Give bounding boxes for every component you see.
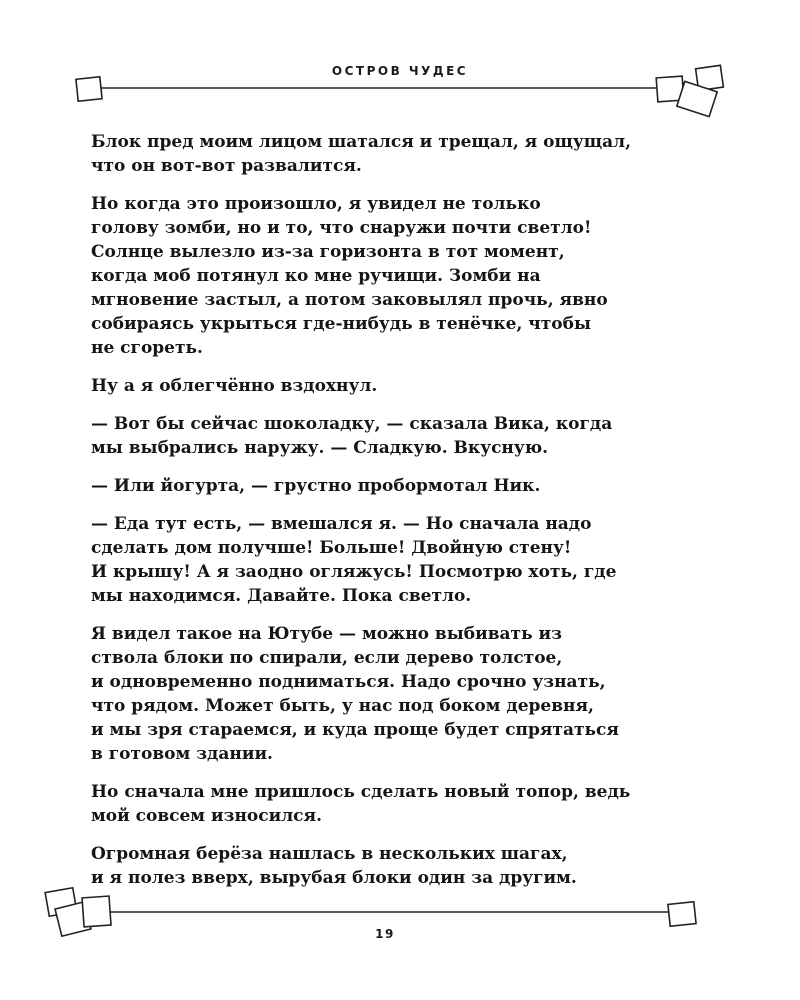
text-line: И крышу! А я заодно огляжусь! Посмотрю хоть, где xyxy=(91,562,617,582)
text-line: когда моб потянул ко мне ручищи. Зомби на xyxy=(91,266,541,286)
paragraph xyxy=(91,474,691,498)
running-head: ОСТРОВ ЧУДЕС xyxy=(331,64,469,78)
text-line: Я видел такое на Ютубе — можно выбивать из xyxy=(91,624,562,644)
footer-right-square-icon xyxy=(668,902,696,927)
text-line: собираясь укрыться где-нибудь в тенёчке, чтобы xyxy=(91,314,591,334)
text-line: и я полез вверх, вырубая блоки один за другим. xyxy=(91,868,577,888)
paragraph xyxy=(91,622,691,766)
text-line: мы выбрались наружу. — Сладкую. Вкусную. xyxy=(91,438,549,458)
text-line: Но сначала мне пришлось сделать новый топор, ведь xyxy=(91,782,631,802)
text-line: мы находимся. Давайте. Пока светло. xyxy=(91,586,472,606)
text-line: — Вот бы сейчас шоколадку, — сказала Вика, когда xyxy=(91,414,613,434)
text-line: — Или йогурта, — грустно пробормотал Ник. xyxy=(91,476,541,496)
paragraph xyxy=(91,192,691,360)
text-line: Блок пред моим лицом шатался и трещал, я ощущал, xyxy=(91,132,632,152)
paragraph xyxy=(91,412,691,460)
text-line: ствола блоки по спирали, если дерево толстое, xyxy=(91,648,563,668)
text-line: что он вот-вот развалится. xyxy=(91,156,362,176)
text-line: и мы зря стараемся, и куда проще будет спрятаться xyxy=(91,720,619,740)
text-line: Но когда это произошло, я увидел не только xyxy=(91,194,541,214)
page-number: 19 xyxy=(375,927,395,941)
text-line: в готовом здании. xyxy=(91,744,273,764)
text-line: голову зомби, но и то, что снаружи почти светло! xyxy=(91,218,592,238)
text-line: не сгореть. xyxy=(91,338,203,358)
text-line: мгновение застыл, а потом заковылял прочь, явно xyxy=(91,290,608,310)
text-line: сделать дом получше! Больше! Двойную стену! xyxy=(91,538,572,558)
text-line: Ну а я облегчённо вздохнул. xyxy=(91,376,378,396)
text-line: Солнце вылезло из-за горизонта в тот момент, xyxy=(91,242,565,262)
paragraph xyxy=(91,512,691,608)
text-line: Огромная берёза нашлась в нескольких шагах, xyxy=(91,844,568,864)
paragraph xyxy=(91,780,691,828)
paragraph xyxy=(91,130,691,178)
text-line: и одновременно подниматься. Надо срочно узнать, xyxy=(91,672,606,692)
text-line: мой совсем износился. xyxy=(91,806,323,826)
body-text xyxy=(91,130,691,904)
paragraph xyxy=(91,374,691,398)
text-line: — Еда тут есть, — вмешался я. — Но сначала надо xyxy=(91,514,592,534)
text-line: что рядом. Может быть, у нас под боком деревня, xyxy=(91,696,594,716)
paragraph xyxy=(91,842,691,890)
header-left-square-icon xyxy=(76,77,102,101)
